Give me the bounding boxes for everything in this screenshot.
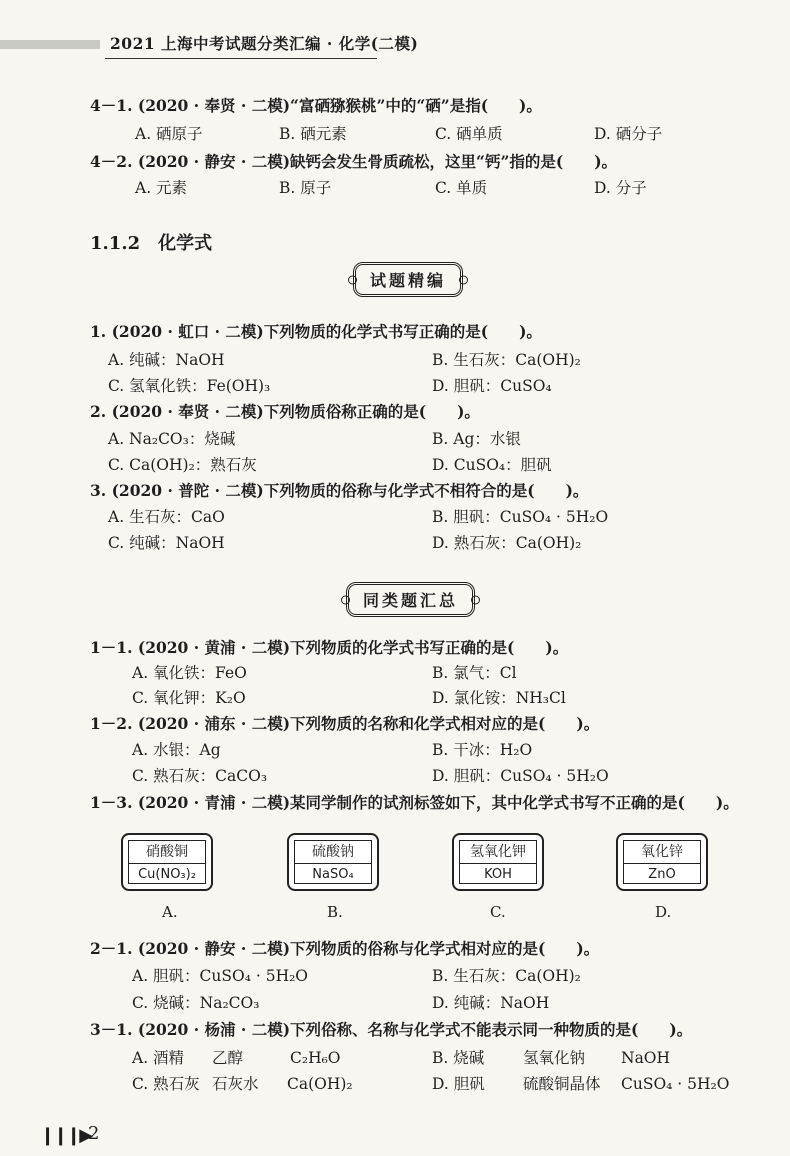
option-letter: A. — [162, 903, 178, 921]
reagent-formula: ZnO — [648, 867, 676, 882]
option: B. 原子 — [279, 179, 332, 197]
option: CuSO₄ · 5H₂O — [621, 1075, 730, 1093]
option: C. 熟石灰：CaCO₃ — [132, 767, 268, 785]
option: Ca(OH)₂ — [287, 1075, 353, 1093]
option: A. 生石灰：CaO — [108, 508, 225, 526]
question-3-1: 3－1. (2020 · 杨浦 · 二模)下列俗称、名称与化学式不能表示同一种物质的是( )。 — [90, 1020, 693, 1039]
question-2-1: 2－1. (2020 · 静安 · 二模)下列物质的俗称与化学式相对应的是( )。 — [90, 939, 600, 958]
option: 硫酸铜晶体 — [523, 1075, 601, 1093]
option: C₂H₆O — [290, 1049, 341, 1067]
page-header-title: 2021 上海中考试题分类汇编 · 化学(二模) — [110, 34, 419, 53]
page-number: 2 — [88, 1123, 100, 1144]
option-letter: C. — [490, 903, 506, 921]
option: A. 胆矾：CuSO₄ · 5H₂O — [132, 967, 309, 985]
option: A. 酒精 — [132, 1049, 185, 1067]
option: B. 胆矾：CuSO₄ · 5H₂O — [432, 508, 609, 526]
option: C. 熟石灰 — [132, 1075, 200, 1093]
question-1-3: 1－3. (2020 · 青浦 · 二模)某同学制作的试剂标签如下，其中化学式书写不正确的是( )。 — [90, 793, 739, 812]
option: D. CuSO₄：胆矾 — [432, 456, 552, 474]
option: A. 水银：Ag — [132, 741, 221, 759]
option: D. 硒分子 — [594, 125, 663, 143]
question-4-1: 4－1. (2020 · 奉贤 · 二模)“富硒猕猴桃”中的“硒”是指( )。 — [90, 96, 542, 115]
header-decor-bar — [0, 40, 100, 49]
option: C. Ca(OH)₂：熟石灰 — [108, 456, 257, 474]
reagent-formula: NaSO₄ — [312, 867, 354, 882]
option: C. 氧化钾：K₂O — [132, 689, 246, 707]
option: B. 烧碱 — [432, 1049, 485, 1067]
question-1-2: 1－2. (2020 · 浦东 · 二模)下列物质的名称和化学式相对应的是( )。 — [90, 714, 600, 733]
option: A. 纯碱：NaOH — [108, 351, 225, 369]
reagent-formula: Cu(NO₃)₂ — [138, 867, 196, 882]
question-2: 2. (2020 · 奉贤 · 二模)下列物质俗称正确的是( )。 — [90, 402, 480, 421]
option: A. Na₂CO₃：烧碱 — [108, 430, 236, 448]
option-letter: D. — [655, 903, 672, 921]
option: B. 生石灰：Ca(OH)₂ — [432, 351, 581, 369]
box-title-similar: 同类题汇总 — [346, 582, 475, 617]
option-letter: B. — [327, 903, 343, 921]
reagent-name: 氧化锌 — [624, 841, 700, 864]
reagent-name: 硝酸铜 — [129, 841, 205, 864]
option: B. Ag：水银 — [432, 430, 521, 448]
question-4-2: 4－2. (2020 · 静安 · 二模)缺钙会发生骨质疏松，这里“钙”指的是( )。 — [90, 152, 618, 171]
option: A. 硒原子 — [135, 125, 203, 143]
option: 乙醇 — [212, 1049, 244, 1067]
page-marker-icon: ❙❙❙▶ — [40, 1125, 92, 1146]
option: B. 干冰：H₂O — [432, 741, 533, 759]
option: D. 胆矾 — [432, 1075, 485, 1093]
reagent-label-c — [452, 833, 544, 891]
option: D. 氯化铵：NH₃Cl — [432, 689, 566, 707]
option: D. 胆矾：CuSO₄ · 5H₂O — [432, 767, 609, 785]
reagent-name: 氢氧化钾 — [460, 841, 536, 864]
option: NaOH — [621, 1049, 671, 1067]
option: C. 纯碱：NaOH — [108, 534, 225, 552]
option: C. 氢氧化铁：Fe(OH)₃ — [108, 377, 271, 395]
option: C. 单质 — [435, 179, 488, 197]
reagent-label-a — [121, 833, 213, 891]
section-title: 1.1.2 化学式 — [90, 233, 213, 254]
header-rule — [105, 58, 377, 59]
question-1: 1. (2020 · 虹口 · 二模)下列物质的化学式书写正确的是( )。 — [90, 322, 542, 341]
box-title-exercises: 试题精编 — [353, 262, 463, 297]
reagent-formula: KOH — [484, 867, 512, 882]
option: B. 硒元素 — [279, 125, 347, 143]
option: B. 生石灰：Ca(OH)₂ — [432, 967, 581, 985]
option: 石灰水 — [212, 1075, 259, 1093]
option: D. 胆矾：CuSO₄ — [432, 377, 552, 395]
option: D. 分子 — [594, 179, 647, 197]
question-1-1: 1－1. (2020 · 黄浦 · 二模)下列物质的化学式书写正确的是( )。 — [90, 638, 569, 657]
reagent-label-b — [287, 833, 379, 891]
option: A. 元素 — [135, 179, 188, 197]
option: D. 纯碱：NaOH — [432, 994, 550, 1012]
option: D. 熟石灰：Ca(OH)₂ — [432, 534, 582, 552]
option: 氢氧化钠 — [523, 1049, 586, 1067]
reagent-name: 硫酸钠 — [295, 841, 371, 864]
option: B. 氯气：Cl — [432, 664, 517, 682]
option: C. 烧碱：Na₂CO₃ — [132, 994, 260, 1012]
question-3: 3. (2020 · 普陀 · 二模)下列物质的俗称与化学式不相符合的是( )。 — [90, 481, 589, 500]
reagent-label-d — [616, 833, 708, 891]
option: A. 氧化铁：FeO — [132, 664, 247, 682]
option: C. 硒单质 — [435, 125, 503, 143]
